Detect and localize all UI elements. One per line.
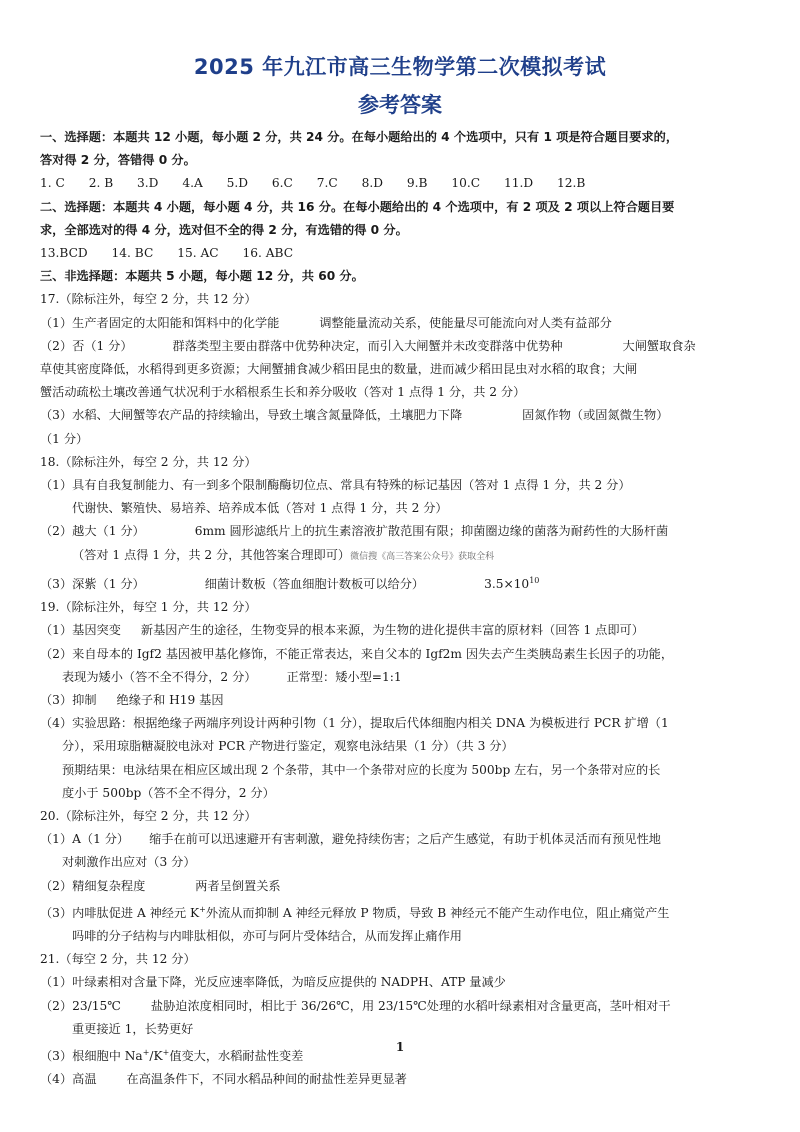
page-number: 1: [395, 1040, 405, 1054]
answer-8: 8.D: [361, 176, 384, 191]
section1-instructions-line1: 一、选择题：本题共 12 小题，每小题 2 分，共 24 分。在每小题给出的 4 个选项中，只有 1 项是符合题目要求的，: [40, 130, 679, 144]
q19-answer-2: （2）来自母本的 Igf2 基因被甲基化修饰，不能正常表达，来自父本的 Igf2m 因失去产生类胰岛素生长因子的功能，: [40, 646, 674, 661]
q21-a3a: （3）根细胞中 Na: [40, 1049, 143, 1064]
q17-a2: （2）否（1 分）: [40, 338, 133, 353]
q20-answer-3: [40, 898, 760, 925]
q18-answer-1-cont: 代谢快、繁殖快、易培养、培养成本低（答对 1 点得 1 分，共 2 分）: [72, 501, 448, 516]
q18-a3-exponent: 10: [529, 575, 540, 585]
q21-answer-2: [40, 995, 760, 1018]
q19-a1: （1）基因突变: [40, 623, 121, 638]
q20-a2: （2）精细复杂程度: [40, 878, 146, 893]
q18-a2: （2）越大（1 分）: [40, 524, 145, 539]
q19-a3b: 绝缘子和 H19 基因: [116, 692, 224, 707]
q19-answer-1: [40, 619, 760, 642]
q17-heading: 17.（除标注外，每空 2 分，共 12 分）: [40, 292, 257, 307]
answer-12: 12.B: [556, 176, 586, 191]
q19-answer-4-cont3: 度小于 500bp（答不全不得分，2 分）: [62, 785, 275, 800]
q18-a3: （3）深紫（1 分）: [40, 576, 145, 591]
q17-a3: （3）水稻、大闸蟹等农产品的持续输出，导致土壤含氮量降低，土壤肥力下降: [40, 408, 463, 423]
q18-a3c: 3.5×10: [484, 576, 530, 591]
q21-a3-sup1: +: [142, 1048, 150, 1058]
q20-answer-1-cont: 对刺激作出应对（3 分）: [62, 855, 196, 870]
q21-a3mid: /K: [149, 1049, 163, 1064]
q17-answer-3: [40, 404, 760, 427]
q18-answer-3: [40, 569, 760, 596]
q19-answer-4: （4）实验思路：根据绝缘子两端序列设计两种引物（1 分），提取后代体细胞内相关 DNA 为模板进行 PCR 扩增（1: [40, 716, 669, 731]
q21-answer-4: [40, 1068, 760, 1091]
watermark-text: 微信搜《高三答案公众号》获取全科: [350, 551, 495, 562]
q20-answer-2: [40, 875, 760, 898]
q20-answer-3-cont: 吗啡的分子结构与内啡肽相似，亦可与阿片受体结合，从而发挥止痛作用: [72, 929, 462, 944]
q21-answer-2-cont: 重更接近 1，长势更好: [72, 1021, 194, 1036]
q21-a2b: 盐胁迫浓度相同时，相比于 36/26℃，用 23/15℃处理的水稻叶绿素相对含量更高，茎叶相对干: [150, 998, 671, 1013]
page-title: 2025 年九江市高三生物学第二次模拟考试: [193, 55, 607, 79]
q20-heading: 20.（除标注外，每空 2 分，共 12 分）: [40, 808, 257, 823]
q21-a3c: 值变大，水稻耐盐性变差: [169, 1049, 304, 1064]
q18-a2c: （答对 1 点得 1 分，共 2 分，其他答案合理即可）: [72, 547, 351, 562]
q18-answer-2: [40, 520, 760, 543]
q19-a2c: 正常型：矮小型=1:1: [286, 669, 402, 684]
q21-a4b: 在高温条件下，不同水稻品种间的耐盐性差异更显著: [126, 1072, 407, 1087]
answer-3: 3.D: [137, 176, 159, 191]
q21-a3-sup2: +: [162, 1048, 170, 1058]
answer-13: 13.BCD: [40, 246, 88, 261]
answer-16: 16. ABC: [242, 246, 294, 261]
q18-answer-2-cont: [40, 544, 760, 569]
q19-a2b: 表现为矮小（答不全不得分，2 分）: [62, 669, 257, 684]
answer-10: 10.C: [451, 176, 481, 191]
q19-answer-4-cont2: 预期结果：电泳结果在相应区域出现 2 个条带，其中一个条带对应的长度为 500bp 左右，另一个条带对应的长: [62, 762, 661, 777]
q20-a1: （1）A（1 分）: [40, 832, 130, 847]
q17-a2b: 群落类型主要由群落中优势种决定，而引入大闸蟹并未改变群落中优势种: [172, 338, 563, 353]
q19-answer-3: [40, 689, 760, 712]
q18-a2b: 6mm 圆形滤纸片上的抗生素溶液扩散范围有限；抑菌圈边缘的菌落为耐药性的大肠杆菌: [194, 524, 669, 539]
section3-instructions: 三、非选择题：本题共 5 小题，每小题 12 分，共 60 分。: [40, 269, 364, 284]
q17-a1: （1）生产者固定的太阳能和饵料中的化学能: [40, 315, 280, 330]
q17-answer-2-cont2: 蟹活动疏松土壤改善通气状况利于水稻根系生长和养分吸收（答对 1 点得 1 分，共 2 分）: [40, 385, 526, 400]
answer-5: 5.D: [226, 176, 249, 191]
answer-15: 15. AC: [177, 246, 219, 261]
section1-instructions-line2: 答对得 2 分，答错得 0 分。: [40, 153, 196, 168]
q20-a3-superscript: +: [199, 904, 206, 914]
q20-a1b: 缩手在前可以迅速避开有害刺激，避免持续伤害；之后产生感觉，有助于机体灵活而有预见性地: [149, 832, 661, 847]
q17-answer-3-cont: （1 分）: [40, 431, 89, 446]
q20-a2b: 两者呈倒置关系: [195, 878, 281, 893]
answer-2: 2. B: [88, 176, 114, 191]
q21-heading: 21.（每空 2 分，共 12 分）: [40, 952, 196, 967]
answer-7: 7.C: [316, 176, 338, 191]
answer-6: 6.C: [271, 176, 293, 191]
q18-heading: 18.（除标注外，每空 2 分，共 12 分）: [40, 454, 257, 469]
q19-answer-2-cont: [40, 666, 760, 689]
q20-a3a: （3）内啡肽促进 A 神经元 K: [40, 905, 200, 920]
answer-4: 4.A: [182, 176, 203, 191]
q20-a3c: 外流从而抑制 A 神经元释放 P 物质，导致 B 神经元不能产生动作电位，阻止痛觉产生: [205, 905, 670, 920]
q17-a1b: 调整能量流动关系，使能量尽可能流向对人类有益部分: [319, 315, 612, 330]
q17-answer-2-cont1: 草使其密度降低，水稻得到更多资源；大闸蟹捕食减少稻田昆虫的数量，进而减少稻田昆虫对水稻的取食；大闸: [40, 362, 638, 377]
q20-answer-1: [40, 828, 760, 851]
section2-instructions-line1: 二、选择题：本题共 4 小题，每小题 4 分，共 16 分。在每小题给出的 4 个选项中，有 2 项及 2 项以上符合题目要: [40, 199, 675, 214]
q17-answer-2: [40, 335, 760, 358]
q18-answer-1: （1）具有自我复制能力、有一到多个限制酶酶切位点、常具有特殊的标记基因（答对 1 点得 1 分，共 2 分）: [40, 478, 631, 493]
q21-a4: （4）高温: [40, 1072, 97, 1087]
answer-9: 9.B: [406, 176, 428, 191]
q18-a3b: 细菌计数板（答血细胞计数板可以给分）: [204, 576, 425, 591]
answer-1: 1. C: [40, 176, 65, 191]
q19-heading: 19.（除标注外，每空 1 分，共 12 分）: [40, 600, 257, 615]
q21-a2: （2）23/15℃: [40, 998, 121, 1013]
section2-answers: [40, 242, 760, 265]
q17-answer-1: [40, 312, 760, 335]
page-subtitle: 参考答案: [358, 93, 442, 117]
section2-instructions-line2: 求，全部选对的得 4 分，选对但不全的得 2 分，有选错的得 0 分。: [40, 222, 408, 237]
answer-14: 14. BC: [111, 246, 154, 261]
q19-a3: （3）抑制: [40, 692, 97, 707]
q17-a3b: 固氮作物（或固氮微生物）: [522, 408, 669, 423]
q21-answer-1: （1）叶绿素相对含量下降，光反应速率降低，为暗反应提供的 NADPH、ATP 量减少: [40, 975, 506, 990]
q17-a2c: 大闸蟹取食杂: [622, 338, 696, 353]
section1-answers: [40, 172, 760, 195]
answer-content: [40, 126, 760, 1092]
q19-a1b: 新基因产生的途径，生物变异的根本来源，为生物的进化提供丰富的原材料（回答 1 点即可）: [140, 623, 644, 638]
answer-11: 11.D: [503, 176, 534, 191]
q19-answer-4-cont1: 分），采用琼脂糖凝胶电泳对 PCR 产物进行鉴定，观察电泳结果（1 分）（共 3 分）: [62, 739, 514, 754]
